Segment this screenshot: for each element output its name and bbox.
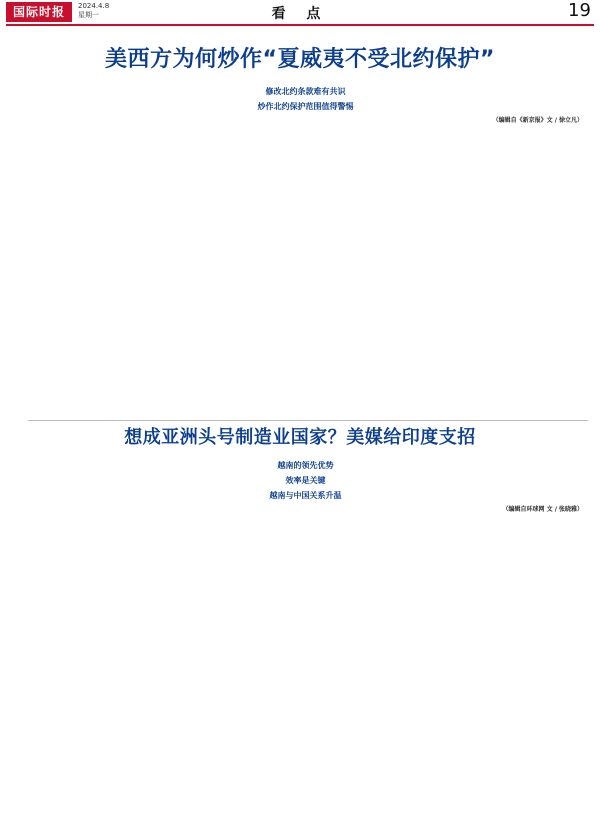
article2-subhead-2: 效率是关键	[285, 476, 326, 485]
article1-byline: （编辑自《新京报》文 / 徐立凡）	[492, 117, 583, 124]
article1-subhead-2: 炒作北约保护范围值得警惕	[257, 102, 354, 111]
article2-subhead-1: 越南的领先优势	[277, 461, 334, 470]
issue-date	[78, 2, 138, 20]
section-title: 看 点	[271, 6, 329, 22]
article2-body	[28, 456, 583, 826]
article-separator	[28, 420, 588, 421]
issue-weekday: 星期一	[78, 11, 99, 19]
article2-byline: （编辑自环球网 文 / 张晓雅）	[502, 506, 583, 513]
masthead	[0, 0, 600, 30]
article1-headline: 美西方为何炒作“夏威夷不受北约保护”	[105, 47, 495, 72]
article2-headline: 想成亚洲头号制造业国家？美媒给印度支招	[124, 427, 476, 448]
article1-subhead-1: 修改北约条款难有共识	[265, 87, 346, 96]
article2-subhead-3: 越南与中国关系升温	[269, 491, 342, 500]
newspaper-logo: 国际时报	[6, 2, 72, 22]
article1-body	[28, 82, 583, 412]
page-number: 19	[568, 0, 591, 21]
masthead-rule	[6, 24, 594, 26]
issue-date-text: 2024.4.8	[78, 2, 110, 10]
